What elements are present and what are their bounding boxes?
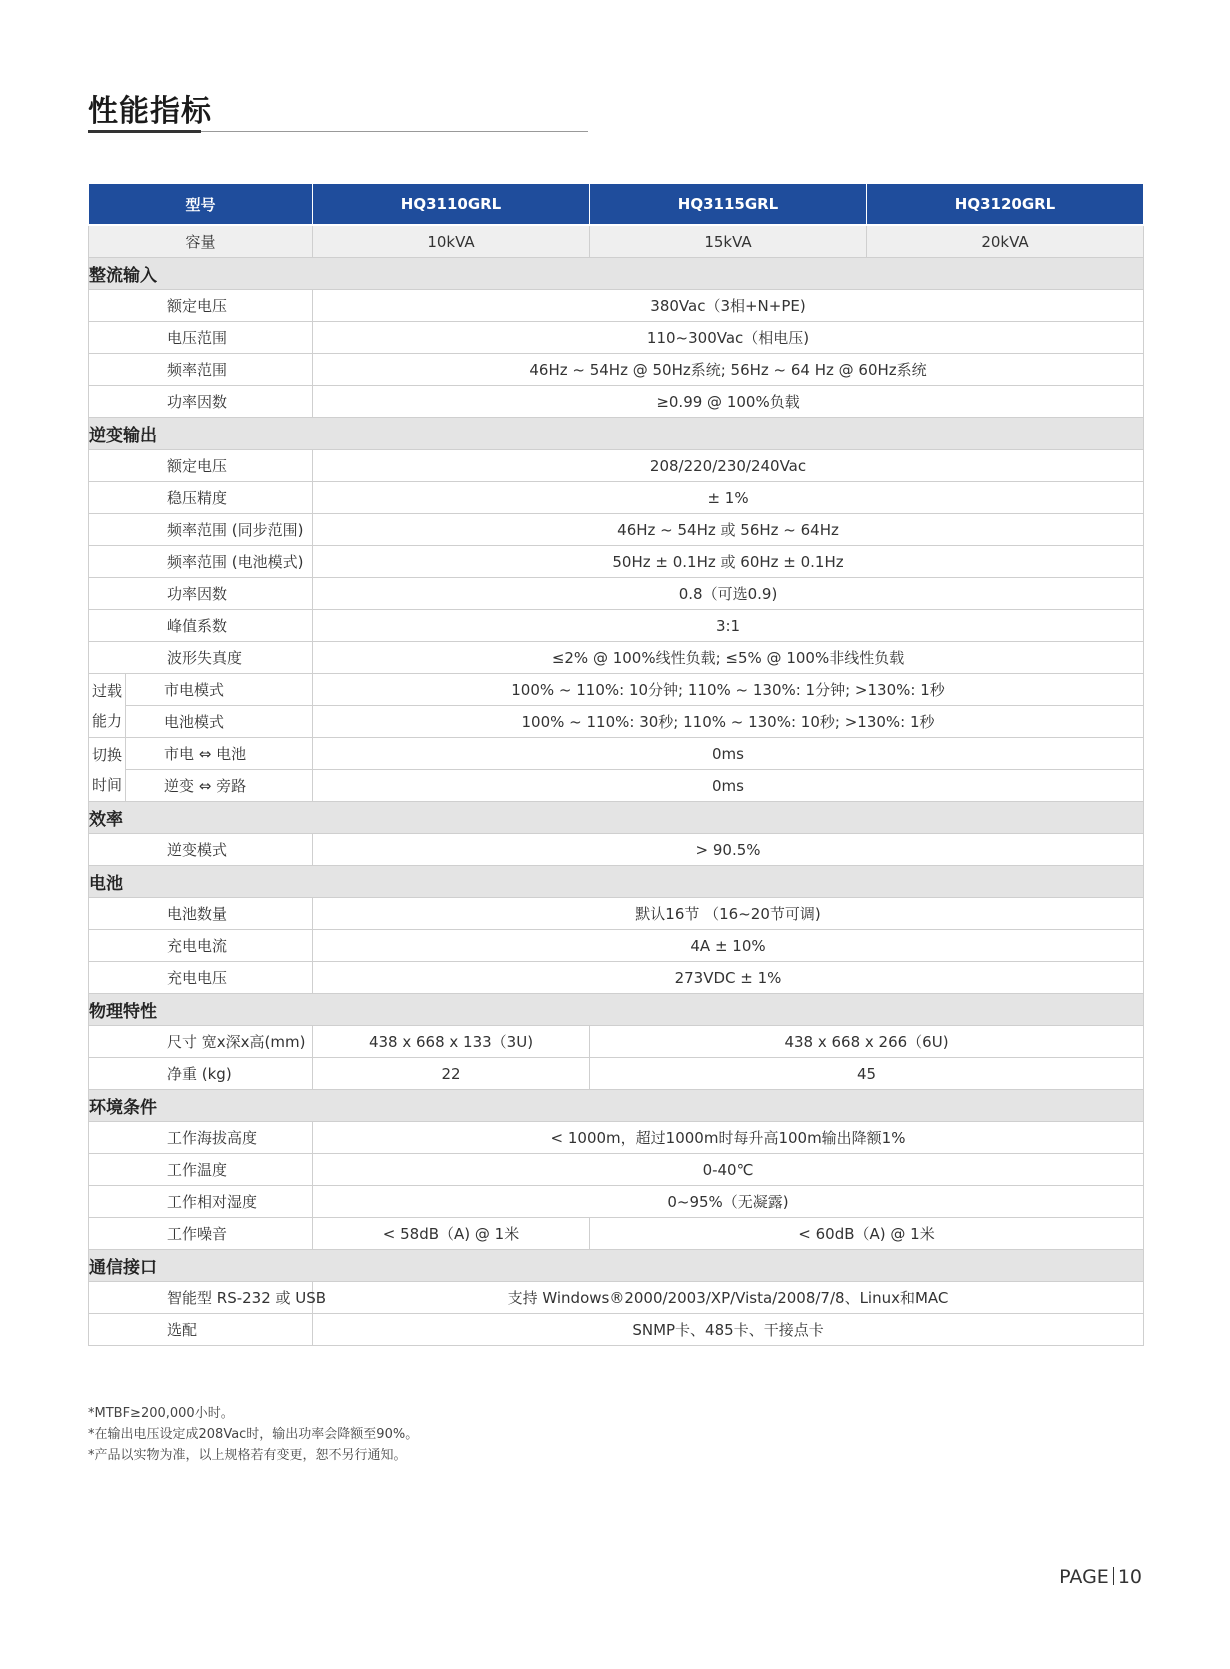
- section-title: 效率: [89, 802, 1144, 834]
- section-inverter: [89, 418, 1144, 450]
- row-label: 电池数量: [89, 898, 313, 930]
- section-title: 环境条件: [89, 1090, 1144, 1122]
- section-title: 物理特性: [89, 994, 1144, 1026]
- row-label: 工作相对湿度: [89, 1186, 313, 1218]
- row-label: 充电电压: [89, 962, 313, 994]
- table-row: [89, 770, 1144, 802]
- row-value: 0ms: [313, 738, 1144, 770]
- section-physical: [89, 994, 1144, 1026]
- table-row: [89, 1058, 1144, 1090]
- table-row: [89, 450, 1144, 482]
- capacity-row: [89, 225, 1144, 258]
- table-row: [89, 642, 1144, 674]
- footnote: *MTBF≥200,000小时。: [88, 1406, 234, 1421]
- table-row: [89, 290, 1144, 322]
- capacity-label: 容量: [89, 225, 313, 258]
- row-value: 0-40℃: [313, 1154, 1144, 1186]
- section-rectifier: [89, 258, 1144, 290]
- table-row: [89, 1122, 1144, 1154]
- row-label: 选配: [89, 1314, 313, 1346]
- page-separator: [1113, 1567, 1114, 1585]
- footnote: *产品以实物为准，以上规格若有变更，恕不另行通知。: [88, 1448, 407, 1463]
- overload-group-label: 过载能力: [89, 674, 126, 738]
- row-value: ≤2% @ 100%线性负载; ≤5% @ 100%非线性负载: [313, 642, 1144, 674]
- table-row: [89, 674, 1144, 706]
- table-row: [89, 514, 1144, 546]
- table-row: [89, 706, 1144, 738]
- row-value: 46Hz ~ 54Hz 或 56Hz ~ 64Hz: [313, 514, 1144, 546]
- section-efficiency: [89, 802, 1144, 834]
- row-value: 46Hz ~ 54Hz @ 50Hz系统; 56Hz ~ 64 Hz @ 60Hz系统: [313, 354, 1144, 386]
- row-label: 波形失真度: [89, 642, 313, 674]
- table-row: [89, 1154, 1144, 1186]
- table-row: [89, 546, 1144, 578]
- table-row: [89, 1314, 1144, 1346]
- table-row: [89, 898, 1144, 930]
- row-label: 市电 ⇔ 电池: [126, 738, 313, 770]
- footnote: *在输出电压设定成208Vac时，输出功率会降额至90%。: [88, 1427, 419, 1442]
- row-label: 功率因数: [89, 578, 313, 610]
- table-row: [89, 930, 1144, 962]
- page-number-value: 10: [1117, 1566, 1142, 1588]
- row-value: > 90.5%: [313, 834, 1144, 866]
- section-title: 通信接口: [89, 1250, 1144, 1282]
- row-label: 尺寸 宽x深x高(mm): [89, 1026, 313, 1058]
- row-value: ± 1%: [313, 482, 1144, 514]
- section-battery: [89, 866, 1144, 898]
- capacity-value-1: 10kVA: [313, 225, 590, 258]
- row-label: 频率范围 (电池模式): [89, 546, 313, 578]
- capacity-value-2: 15kVA: [590, 225, 867, 258]
- section-title: 电池: [89, 866, 1144, 898]
- table-row: [89, 834, 1144, 866]
- row-label: 电压范围: [89, 322, 313, 354]
- table-row: [89, 962, 1144, 994]
- header-model-1: HQ3110GRL: [313, 184, 590, 226]
- row-value: 0~95%（无凝露): [313, 1186, 1144, 1218]
- header-model-2: HQ3115GRL: [590, 184, 867, 226]
- row-value: 208/220/230/240Vac: [313, 450, 1144, 482]
- row-label: 净重 (kg): [89, 1058, 313, 1090]
- row-label: 频率范围 (同步范围): [89, 514, 313, 546]
- row-value: 默认16节 （16~20节可调): [313, 898, 1144, 930]
- row-value: < 1000m，超过1000m时每升高100m输出降额1%: [313, 1122, 1144, 1154]
- row-label: 工作海拔高度: [89, 1122, 313, 1154]
- row-value: 100% ~ 110%: 10分钟; 110% ~ 130%: 1分钟; >130%: 1秒: [313, 674, 1144, 706]
- transfer-group-label: 切换时间: [89, 738, 126, 802]
- row-label: 市电模式: [126, 674, 313, 706]
- row-value: 380Vac（3相+N+PE): [313, 290, 1144, 322]
- row-value: 273VDC ± 1%: [313, 962, 1144, 994]
- section-comm: [89, 1250, 1144, 1282]
- table-row: [89, 354, 1144, 386]
- row-value-3110: < 58dB（A) @ 1米: [313, 1218, 590, 1250]
- row-value: 3:1: [313, 610, 1144, 642]
- row-value: SNMP卡、485卡、干接点卡: [313, 1314, 1144, 1346]
- row-value-3110: 22: [313, 1058, 590, 1090]
- page-prefix: PAGE: [1059, 1566, 1109, 1588]
- page-title: 性能指标: [88, 94, 212, 129]
- section-title: 整流输入: [89, 258, 1144, 290]
- header-model-3: HQ3120GRL: [867, 184, 1144, 226]
- page-number: [1059, 1566, 1142, 1588]
- capacity-value-3: 20kVA: [867, 225, 1144, 258]
- row-label: 逆变 ⇔ 旁路: [126, 770, 313, 802]
- row-value: 0.8（可选0.9): [313, 578, 1144, 610]
- section-environment: [89, 1090, 1144, 1122]
- table-row: [89, 1026, 1144, 1058]
- row-value: 110~300Vac（相电压): [313, 322, 1144, 354]
- table-row: [89, 1186, 1144, 1218]
- table-row: [89, 1282, 1144, 1314]
- row-label: 工作温度: [89, 1154, 313, 1186]
- row-value-3110: 438 x 668 x 133（3U): [313, 1026, 590, 1058]
- row-label: 功率因数: [89, 386, 313, 418]
- table-row: [89, 482, 1144, 514]
- row-label: 频率范围: [89, 354, 313, 386]
- section-title: 逆变输出: [89, 418, 1144, 450]
- table-row: [89, 386, 1144, 418]
- header-model-label: 型号: [89, 184, 313, 226]
- row-label: 额定电压: [89, 290, 313, 322]
- row-value-3115-3120: 438 x 668 x 266（6U): [590, 1026, 1144, 1058]
- row-label: 稳压精度: [89, 482, 313, 514]
- row-value: 100% ~ 110%: 30秒; 110% ~ 130%: 10秒; >130%: 1秒: [313, 706, 1144, 738]
- row-label: 峰值系数: [89, 610, 313, 642]
- row-value: 50Hz ± 0.1Hz 或 60Hz ± 0.1Hz: [313, 546, 1144, 578]
- row-value: 支持 Windows®2000/2003/XP/Vista/2008/7/8、Linux和MAC: [313, 1282, 1144, 1314]
- row-label: 充电电流: [89, 930, 313, 962]
- footnotes: [88, 1403, 418, 1466]
- row-label: 电池模式: [126, 706, 313, 738]
- title-underline: [88, 130, 201, 133]
- table-row: [89, 578, 1144, 610]
- row-value: 0ms: [313, 770, 1144, 802]
- row-value-3115-3120: 45: [590, 1058, 1144, 1090]
- row-label: 额定电压: [89, 450, 313, 482]
- row-label: 智能型 RS-232 或 USB: [89, 1282, 313, 1314]
- row-value: ≥0.99 @ 100%负载: [313, 386, 1144, 418]
- spec-table: [88, 183, 1144, 1346]
- row-value: 4A ± 10%: [313, 930, 1144, 962]
- table-row: [89, 1218, 1144, 1250]
- header-row: [89, 184, 1144, 226]
- row-label: 逆变模式: [89, 834, 313, 866]
- row-value-3115-3120: < 60dB（A) @ 1米: [590, 1218, 1144, 1250]
- table-row: [89, 738, 1144, 770]
- table-row: [89, 322, 1144, 354]
- row-label: 工作噪音: [89, 1218, 313, 1250]
- table-row: [89, 610, 1144, 642]
